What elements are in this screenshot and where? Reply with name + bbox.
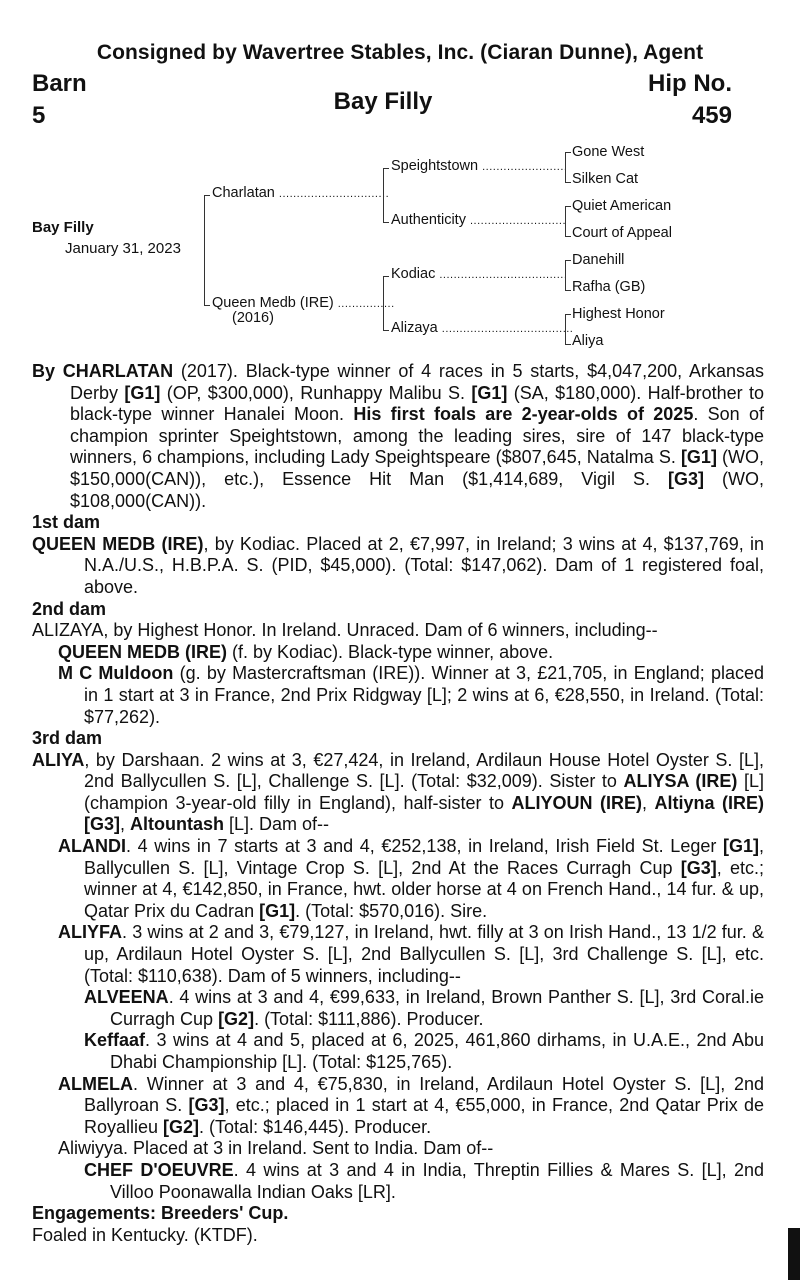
sire-paragraph: By CHARLATAN (2017). Black-type winner of 4 races in 5 starts, $4,047,200, Arkansas Derby [G1] (OP, $300,000), Runhappy Malibu S. [G1] (SA, $180,000). Half-brother to black-type winner Hanalei Moon. His first foals are 2-year-olds of 2025. Son of champion sprinter Speightstown, among the leading sires, sire of 147 black-type winners, 6 champions, including Lady Speightspeare ($807,645, Natalma S. [G1] (WO, $150,000(CAN)), etc.), Essence Hit Man ($1,414,689, Vigil S. [G3] (WO, $108,000(CAN)). — [32, 361, 765, 511]
pedigree-sire: Charlatan ............................... — [212, 185, 390, 201]
pedigree-ggp-2: Silken Cat — [572, 171, 639, 187]
engagements: Engagements: Breeders' Cup. — [32, 1203, 289, 1224]
produce-alveena: ALVEENA. 4 wins at 3 and 4, €99,633, in Ireland, Brown Panther S. [L], 3rd Coral.ie Curragh Cup [G2]. (Total: $111,886). Producer. — [84, 987, 764, 1029]
third-dam-paragraph: ALIYA, by Darshaan. 2 wins at 3, €27,424, in Ireland, Ardilaun House Hotel Oyster S. [L], 2nd Ballycullen S. [L], Challenge S. [L]. (Total: $32,009). Sister to ALIYSA (IRE) [L] (champion 3-year-old filly in England), half-sister to ALIYOUN (IRE), Altiyna (IRE) [G3], Altountash [L]. Dam of-- — [32, 749, 765, 835]
edge-marker — [788, 1228, 800, 1280]
barn-label: Barn — [32, 70, 87, 97]
hip-number: 459 — [691, 102, 732, 129]
first-dam-paragraph: QUEEN MEDB (IRE), by Kodiac. Placed at 2, €7,997, in Ireland; 3 wins at 4, $137,769, in N.A./U.S., H.B.P.A. S. (PID, $45,000). (Total: $147,062). Dam of 1 registered foal, above. — [32, 533, 764, 597]
produce-aliwiyya: Aliwiyya. Placed at 3 in Ireland. Sent to India. Dam of-- — [58, 1138, 494, 1159]
third-dam-heading: 3rd dam — [32, 728, 103, 749]
pedigree-dob: January 31, 2023 — [65, 240, 181, 257]
pedigree-subject: Bay Filly — [32, 219, 94, 236]
second-dam-produce-1: QUEEN MEDB (IRE) (f. by Kodiac). Black-type winner, above. — [58, 641, 554, 662]
pedigree-ggp-1: Gone West — [572, 144, 645, 160]
catalog-body — [32, 361, 764, 1246]
produce-keffaaf: Keffaaf. 3 wins at 4 and 5, placed at 6, 2025, 461,860 dirhams, in U.A.E., 2nd Abu Dhabi Championship [L]. (Total: $125,765). — [84, 1030, 764, 1072]
pedigree-sire-dam: Authenticity ........................... — [391, 212, 567, 228]
pedigree-ggp-5: Danehill — [572, 252, 625, 268]
pedigree-ggp-3: Quiet American — [572, 198, 672, 214]
pedigree-dam-year: (2016) — [232, 310, 274, 326]
produce-aliyfa: ALIYFA. 3 wins at 2 and 3, €79,127, in Ireland, hwt. filly at 3 on Irish Hand., 13 1/2 fur. & up, Ardilaun Hotel Oyster S. [L], 2nd Ballycullen S. [L], 3rd Challenge S. [L], etc. (Total: $110,638). Dam of 5 winners, including-- — [58, 922, 764, 986]
first-dam-heading: 1st dam — [32, 512, 101, 533]
produce-almela: ALMELA. Winner at 3 and 4, €75,830, in Ireland, Ardilaun Hotel Oyster S. [L], 2nd Ballyroan S. [G3], etc.; placed in 1 start at 4, €55,000, in France, 2nd Qatar Prix de Royallieu [G2]. (Total: $146,445). Producer. — [58, 1073, 764, 1137]
hip-label: Hip No. — [648, 70, 732, 97]
pedigree-ggp-4: Court of Appeal — [572, 225, 672, 241]
pedigree-sire-sire: Speightstown ........................ — [391, 158, 568, 174]
second-dam-heading: 2nd dam — [32, 598, 107, 619]
pedigree-ggp-7: Highest Honor — [572, 306, 665, 322]
pedigree-dam-dam: Alizaya ..................................... — [391, 320, 574, 336]
pedigree-dam: Queen Medb (IRE) ................ — [212, 295, 395, 311]
pedigree-ggp-6: Rafha (GB) — [572, 279, 646, 295]
foaled-line: Foaled in Kentucky. (KTDF). — [32, 1224, 258, 1245]
pedigree-ggp-8: Aliya — [572, 333, 604, 349]
pedigree-dam-sire: Kodiac .................................... — [391, 266, 568, 282]
second-dam-produce-2: M C Muldoon (g. by Mastercraftsman (IRE)). Winner at 3, £21,705, in England; placed in 1 start at 3 in France, 2nd Prix Ridgway [L]; 2 wins at 6, €28,550, in Ireland. (Total: $77,262). — [58, 663, 765, 727]
consigned-line: Consigned by Wavertree Stables, Inc. (Ciaran Dunne), Agent — [96, 41, 704, 64]
produce-chef-doeuvre: CHEF D'OEUVRE. 4 wins at 3 and 4 in India, Threptin Fillies & Mares S. [L], 2nd Villoo Poonawalla Indian Oaks [LR]. — [84, 1159, 765, 1202]
page-title: Bay Filly — [333, 88, 433, 115]
barn-number: 5 — [32, 102, 46, 129]
produce-alandi: ALANDI. 4 wins in 7 starts at 3 and 4, €252,138, in Ireland, Irish Field St. Leger [G1], Ballycullen S. [L], Vintage Crop S. [L], 2nd At the Races Curragh Cup [G3], etc.; winner at 4, €142,850, in France, hwt. older horse at 4 on French Hand., 14 fur. & up, Qatar Prix du Cadran [G1]. (Total: $570,016). Sire. — [58, 836, 764, 921]
second-dam-paragraph: ALIZAYA, by Highest Honor. In Ireland. Unraced. Dam of 6 winners, including-- — [32, 620, 658, 641]
